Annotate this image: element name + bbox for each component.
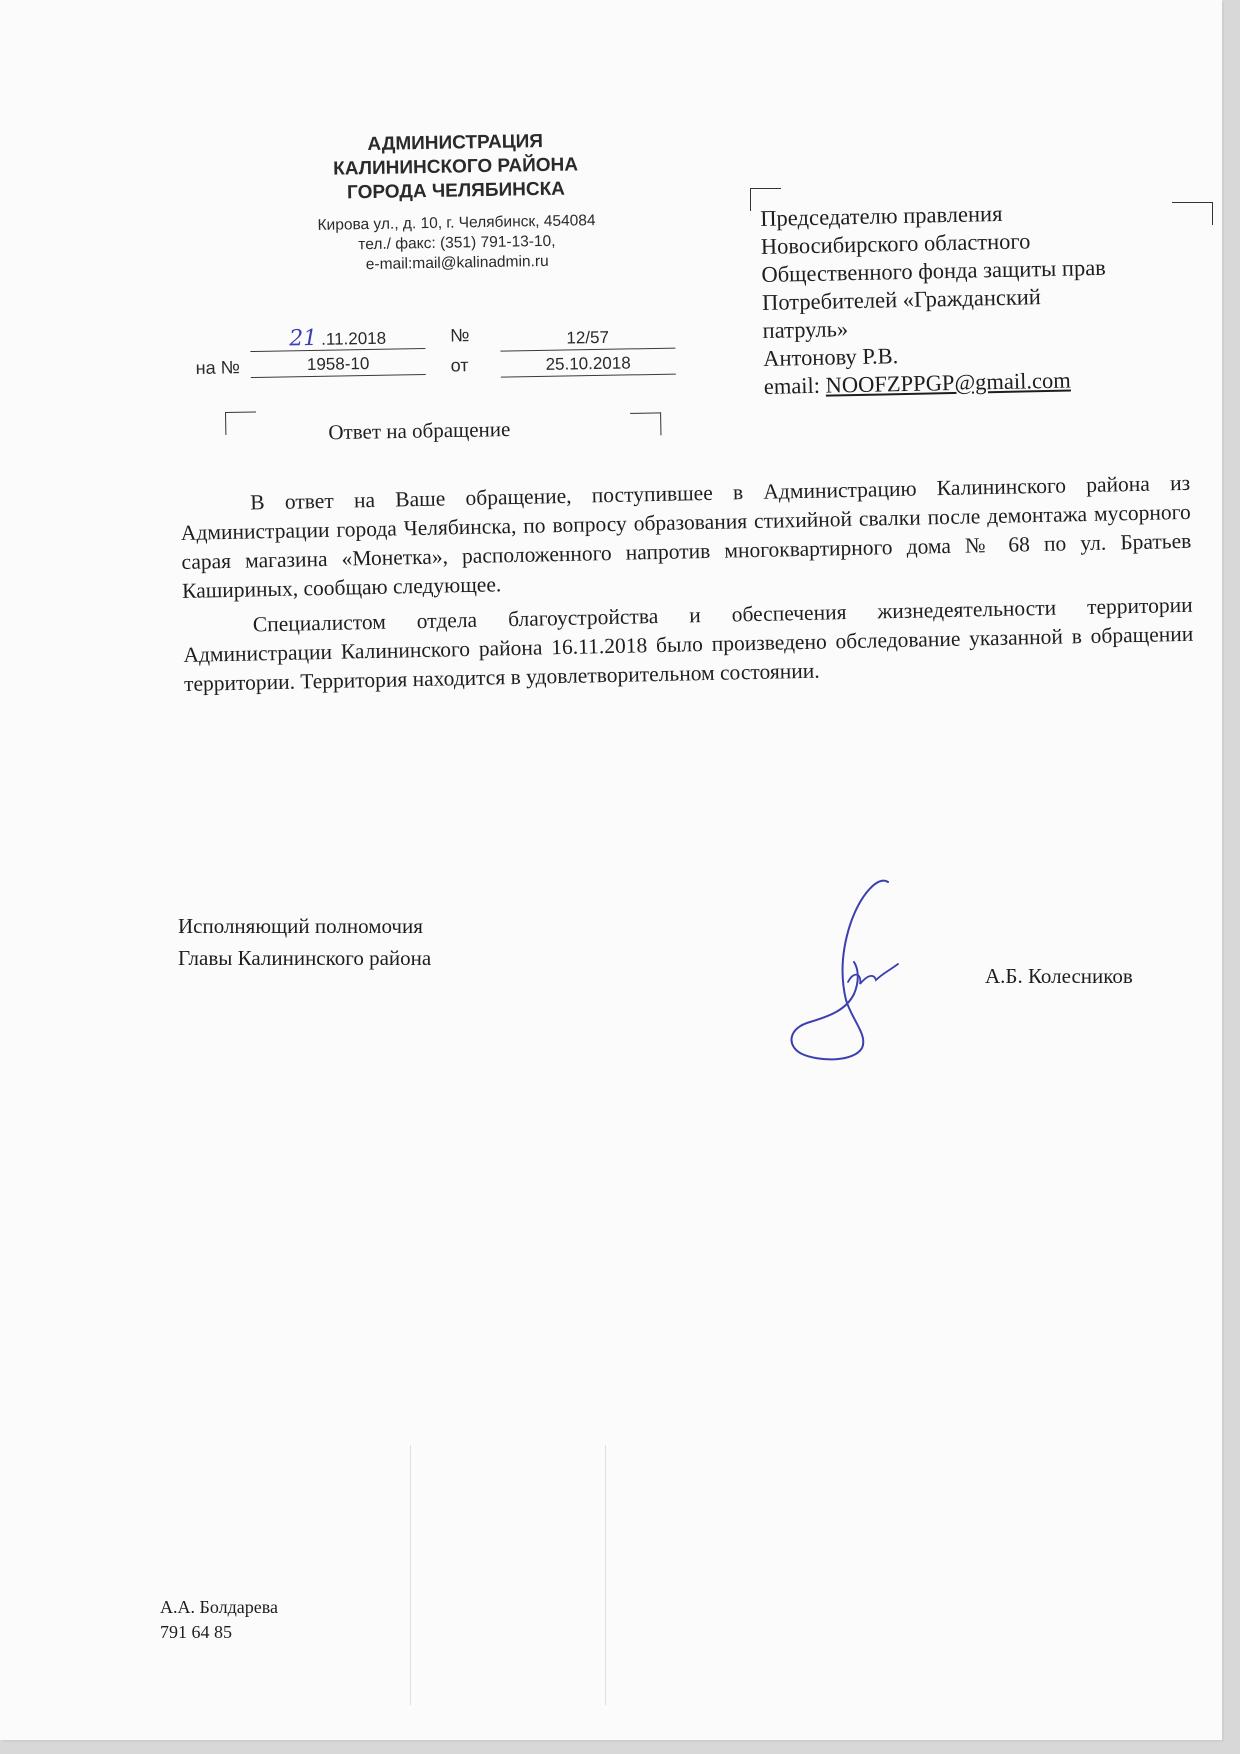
sender-contacts xyxy=(256,210,657,277)
sender-email: e-mail:mail@kalinadmin.ru xyxy=(365,252,549,274)
subject-line: Ответ на обращение xyxy=(328,417,511,445)
outgoing-date-rest: .11.2018 xyxy=(321,328,387,349)
addressee-line1: Председателю правления xyxy=(760,200,1003,231)
sender-phone: тел./ факс: (351) 791-13-10, xyxy=(358,232,556,254)
addressee-line5: патруль» xyxy=(762,316,849,343)
addressee-line6: Антонову Р.В. xyxy=(762,343,899,371)
sender-org-line2: КАЛИНИНСКОГО РАЙОНА xyxy=(332,154,579,180)
sender-org-line3: ГОРОДА ЧЕЛЯБИНСКА xyxy=(346,178,566,204)
reference-label: на № xyxy=(195,357,241,378)
outgoing-date-field xyxy=(250,326,425,352)
reference-date-label: от xyxy=(450,355,469,376)
outgoing-number-field: 12/57 xyxy=(500,326,675,352)
executor-block xyxy=(160,1595,278,1645)
handwritten-signature xyxy=(750,870,910,1070)
addressee-block xyxy=(760,196,1204,401)
reference-number-field: 1958-10 xyxy=(250,352,425,378)
sender-header xyxy=(255,128,657,277)
addressee-line4: Потребителей «Гражданский xyxy=(761,284,1042,315)
corner-mark-top-left xyxy=(225,411,256,435)
addressee-line2: Новосибирского областного xyxy=(760,228,1031,259)
addressee-email-link[interactable]: NOOFZPPGP@gmail.com xyxy=(825,367,1071,398)
number-label: № xyxy=(449,325,470,346)
handwritten-day: 21 xyxy=(288,325,318,352)
signatory-role xyxy=(178,910,431,974)
sender-org xyxy=(255,128,656,207)
signatory-role-line2: Главы Калининского района xyxy=(178,946,432,970)
subject-block xyxy=(225,404,666,452)
reference-date-field: 25.10.2018 xyxy=(500,352,675,378)
sender-org-line1: АДМИНИСТРАЦИЯ xyxy=(367,130,544,156)
body-paragraph-1: В ответ на Ваше обращение, поступившее в Администрацию Калининского района из Администрации города Челябинска, по вопросу образования стихийной свалки после демонтажа мусорного сарая магазина «Монетка», расположенного напротив многоквартирного дома № 68 по ул. Братьев Кашириных, сообщаю следующее. xyxy=(180,470,1192,603)
signatory-name: А.Б. Колесников xyxy=(985,964,1133,988)
corner-mark-top-right xyxy=(630,412,661,436)
fold-line-left xyxy=(410,1445,411,1705)
addressee-line3: Общественного фонда защиты прав xyxy=(761,254,1107,287)
fold-line-right xyxy=(605,1445,606,1705)
body-paragraph-2: Специалистом отдела благоустройства и обеспечения жизнедеятельности территории Администрации Калининского района 16.11.2018 было произведено обследование указанной в обращении территории. Территория находится в удовлетворительном состоянии. xyxy=(183,592,1194,696)
letter-body xyxy=(180,469,1194,705)
registration-block xyxy=(195,321,716,400)
addressee-email-label: email: xyxy=(763,372,821,399)
executor-phone: 791 64 85 xyxy=(160,1622,232,1642)
signatory-role-line1: Исполняющий полномочия xyxy=(178,914,423,938)
sender-address: Кирова ул., д. 10, г. Челябинск, 454084 xyxy=(317,212,596,234)
executor-name: А.А. Болдарева xyxy=(160,1597,278,1617)
